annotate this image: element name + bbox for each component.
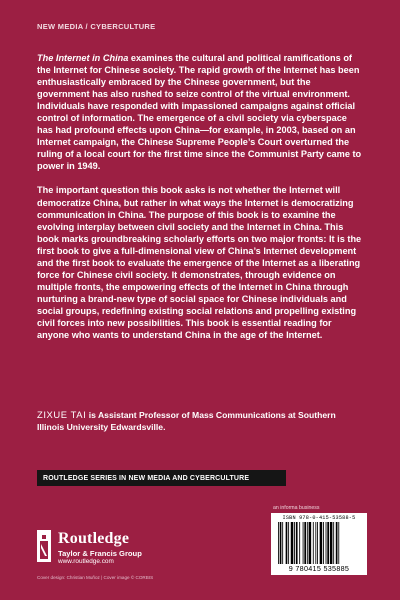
isbn-label: ISBN 978-0-415-53588-5: [282, 515, 356, 521]
author-bio: [37, 409, 365, 433]
routledge-logo-icon: [37, 530, 51, 562]
author-bio-text: is Assistant Professor of Mass Communications at Southern Illinois University Edwardsville.: [37, 410, 336, 432]
category-label: NEW MEDIA / CYBERCULTURE: [37, 22, 156, 31]
isbn-barcode: [271, 513, 367, 575]
informa-tagline: an informa business: [273, 505, 320, 511]
blurb-paragraph-1-text: examines the cultural and political ramifications of the Internet for Chinese society. The rapid growth of the Internet has been enthusiastically embraced by the Chinese government, but the government has also rushed to seize control of the virtual environment. Individuals have responded with impassioned campaigns against official control of information. The emergence of a civil society via cyberspace has had profound effects upon China—for example, in 2003, based on an Internet campaign, the Chinese Supreme People’s Court overturned the ruling of a local court for the first time since the Communist Party came to power in 1949.: [37, 53, 362, 172]
back-cover-blurb: [37, 52, 365, 353]
cover-credits: Cover design: Christian Muñoz | Cover image © CORBIS: [37, 575, 154, 580]
publisher-name: Routledge: [58, 530, 130, 547]
publisher-group: Taylor & Francis Group: [58, 549, 142, 558]
publisher-url: www.routledge.com: [58, 558, 114, 565]
series-banner: [37, 470, 286, 486]
series-title: ROUTLEDGE SERIES IN NEW MEDIA AND CYBERCULTURE: [43, 474, 250, 482]
blurb-paragraph-1: [37, 52, 365, 172]
barcode-icon: [278, 522, 360, 564]
publisher-block: [37, 530, 197, 566]
isbn-digits: 9 780415 535885: [288, 564, 350, 573]
author-name: ZIXUE TAI: [37, 409, 87, 420]
blurb-paragraph-2: The important question this book asks is not whether the Internet will democratize China, but rather in what ways the Internet is democratizing communication in China. The purpose of this book is to examine the evolving interplay between civil society and the Internet in China. This book marks groundbreaking scholarly efforts on two major fronts: It is the first book to give a full-dimensional view of China’s Internet development and the first book to evaluate the emergence of the Internet as a liberating force for Chinese civil society. It demonstrates, through evidence on multiple fronts, the empowering effects of the Internet in China through nurturing a brand-new type of social space for Chinese individuals and social groups, redefining existing social relations and propelling existing civil forces into new possibilities. This book is essential reading for anyone who wants to understand China in the age of the Internet.: [37, 185, 362, 341]
book-title: The Internet in China: [37, 53, 129, 63]
